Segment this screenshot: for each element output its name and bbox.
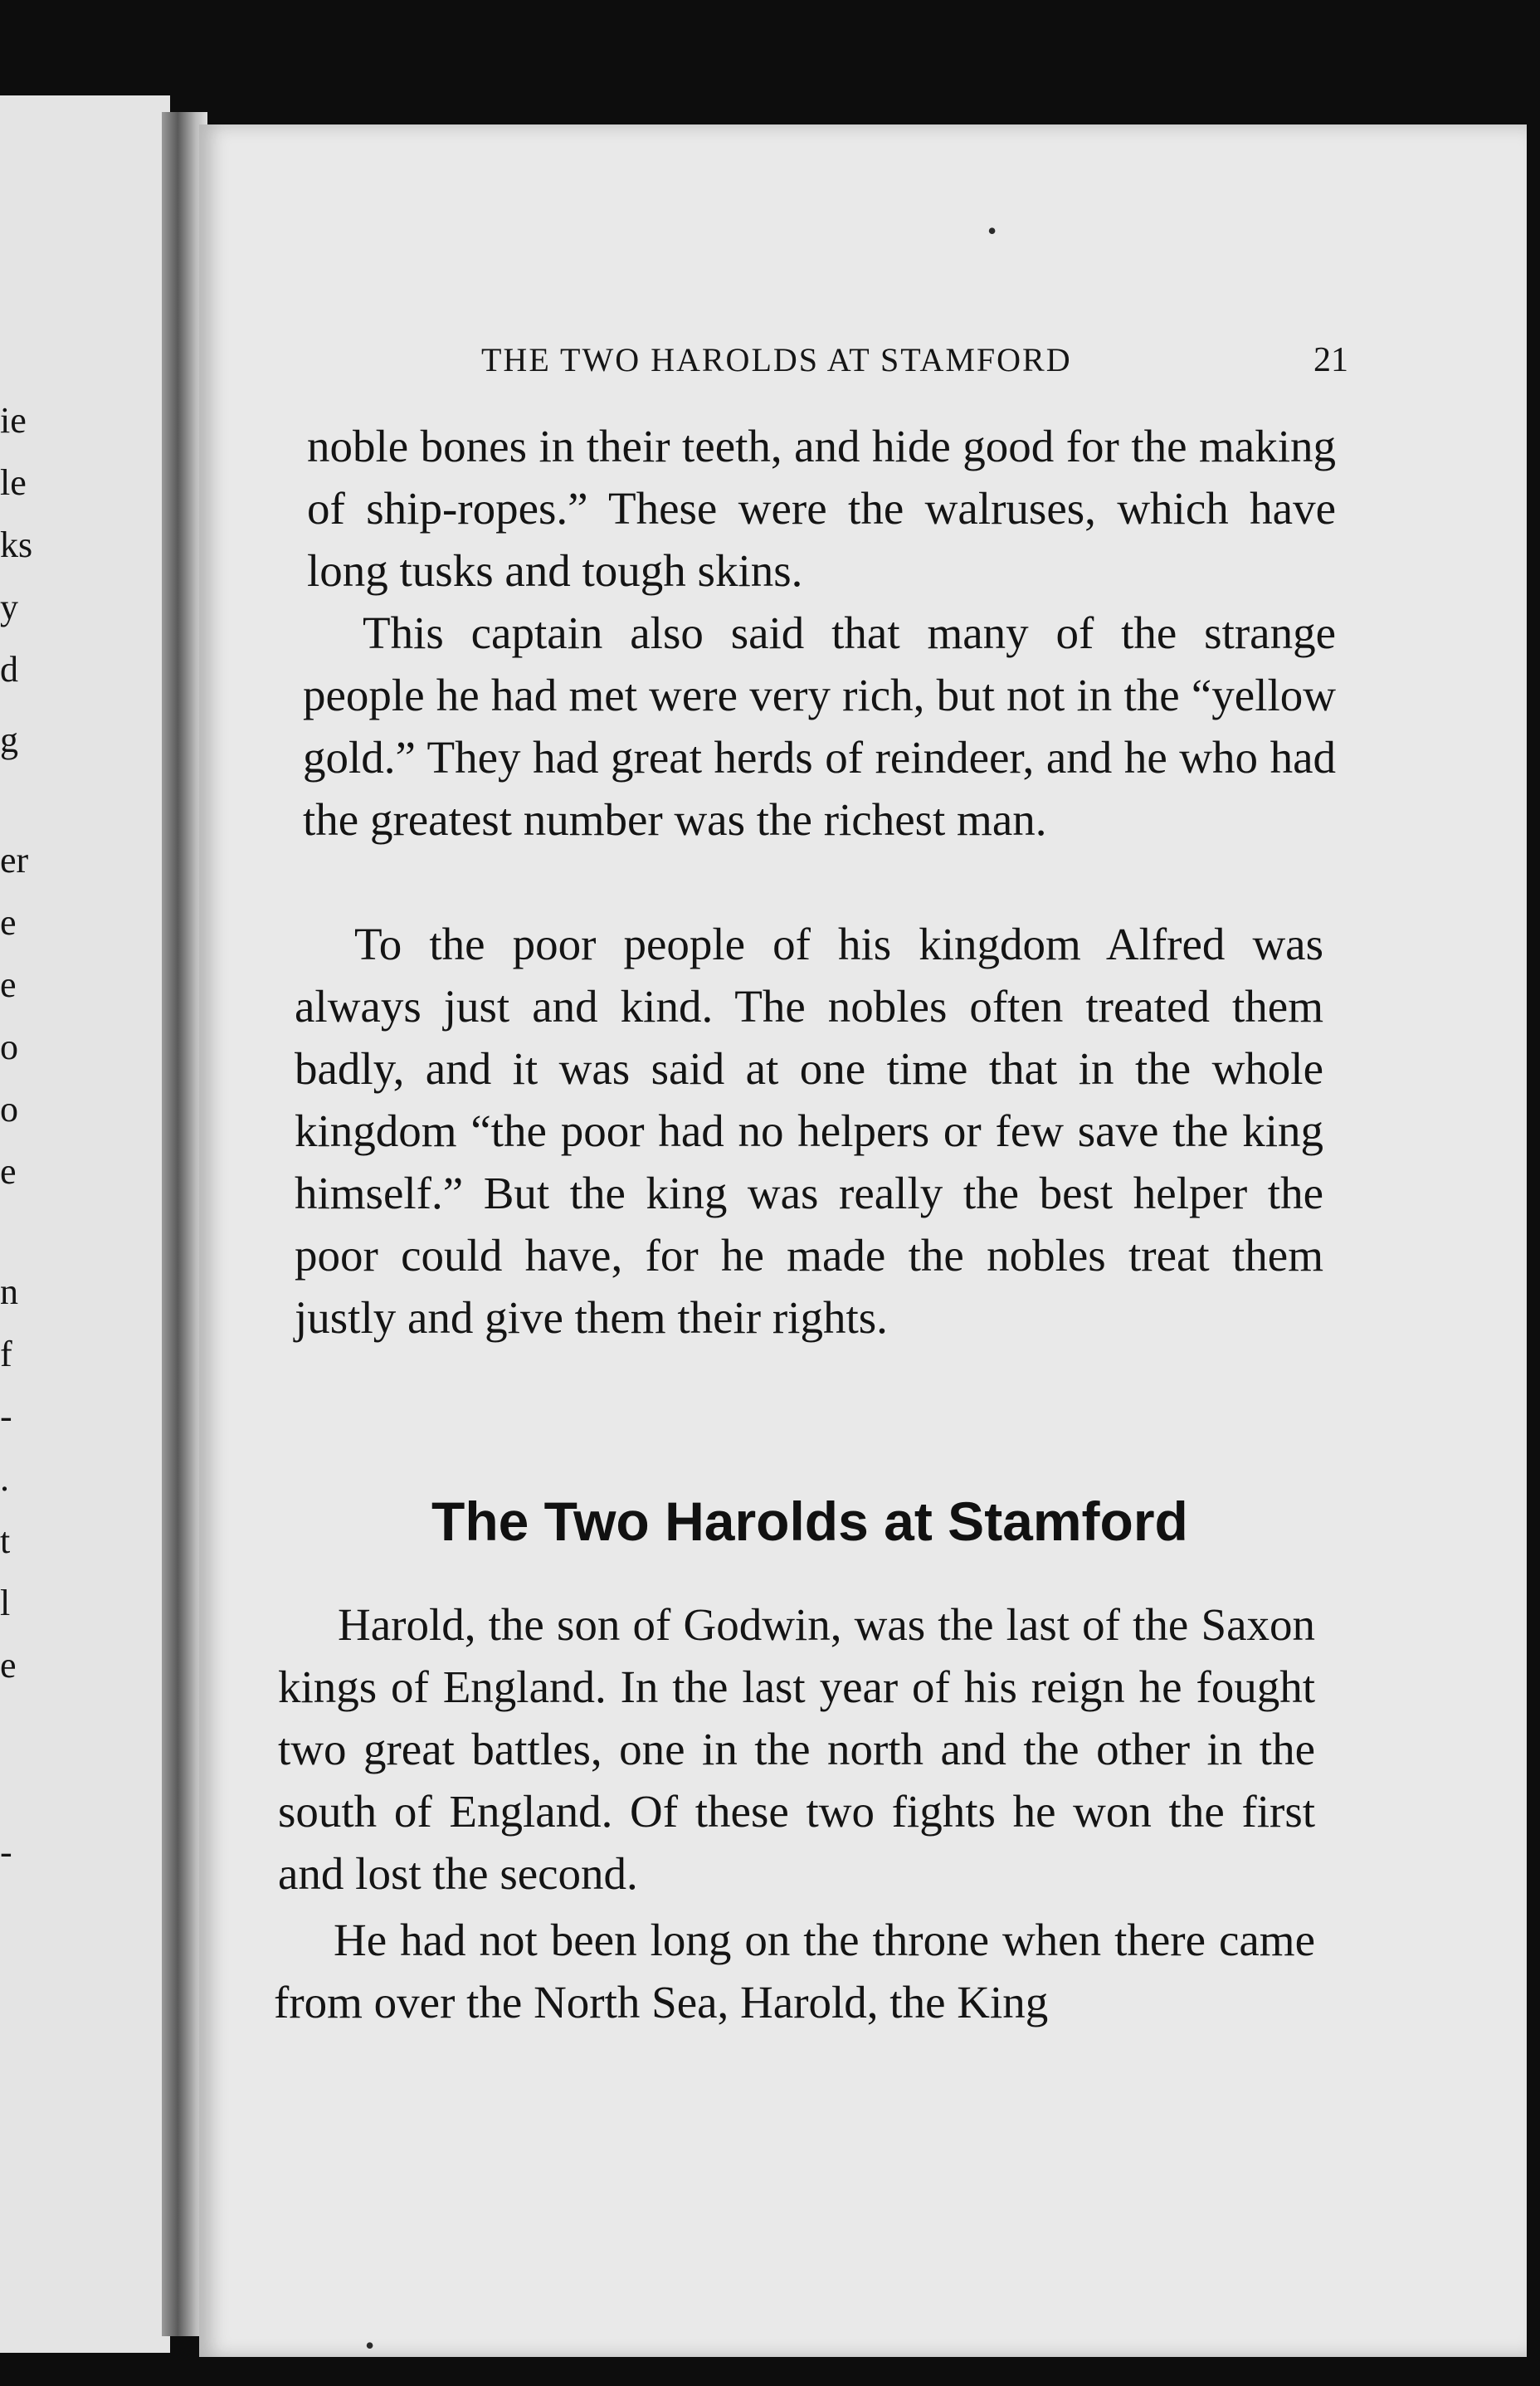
left-page-fragment: e	[0, 1645, 17, 1686]
running-head	[481, 340, 1348, 390]
left-page-fragment: o	[0, 1089, 18, 1130]
left-page-fragment: g	[0, 720, 18, 760]
running-head-title: THE TWO HAROLDS AT STAMFORD	[481, 341, 1072, 378]
body-paragraph: Harold, the son of Godwin, was the last of the Saxon kings of England. In the last year of his reign he fought two great battles, one in the north and the other in the south of England. Of these two fights he won the first and lost the second.	[278, 1599, 1315, 1899]
left-page-fragment: -	[0, 1832, 12, 1872]
section-heading: The Two Harolds at Stamford	[431, 1491, 1188, 1552]
body-paragraph: He had not been long on the throne when there came from over the North Sea, Harold, the King	[274, 1915, 1315, 2027]
left-page	[0, 95, 170, 2353]
left-page-fragment: ks	[0, 525, 33, 565]
left-page-fragment: l	[0, 1583, 11, 1623]
left-page-fragment: y	[0, 587, 18, 627]
left-page-fragment: .	[0, 1458, 9, 1499]
left-page-fragment: ie	[0, 400, 27, 441]
left-page-fragment: -	[0, 1396, 12, 1437]
print-speck: •	[365, 2330, 375, 2360]
left-page-fragment: le	[0, 462, 27, 503]
left-page-fragment: e	[0, 902, 17, 943]
left-page-fragment: t	[0, 1520, 11, 1561]
left-page-fragment: e	[0, 1151, 17, 1192]
body-paragraph: To the poor people of his kingdom Alfred was always just and kind. The nobles often treated them badly, and it was said at one time that in the whole kingdom “the poor had no helpers or few save the king himself.” But the king was really the best helper the poor could have, for he made the nobles treat them justly and give them their rights.	[295, 919, 1323, 1343]
left-page-fragment: d	[0, 649, 18, 690]
left-page-fragment: o	[0, 1027, 18, 1067]
body-paragraph: noble bones in their teeth, and hide good for the making of ship-ropes.” These were the walruses, which have long tusks and tough skins.	[307, 421, 1336, 596]
left-page-fragment: e	[0, 964, 17, 1005]
left-page-fragment: er	[0, 840, 29, 881]
left-page-fragment: n	[0, 1271, 18, 1312]
body-paragraph: This captain also said that many of the strange people he had met were very rich, but not in the “yellow gold.” They had great herds of reindeer, and he who had the greatest number was the richest man.	[303, 607, 1336, 845]
left-page-fragment: f	[0, 1334, 12, 1374]
print-speck: •	[987, 216, 997, 246]
page-number: 21	[1313, 341, 1348, 379]
